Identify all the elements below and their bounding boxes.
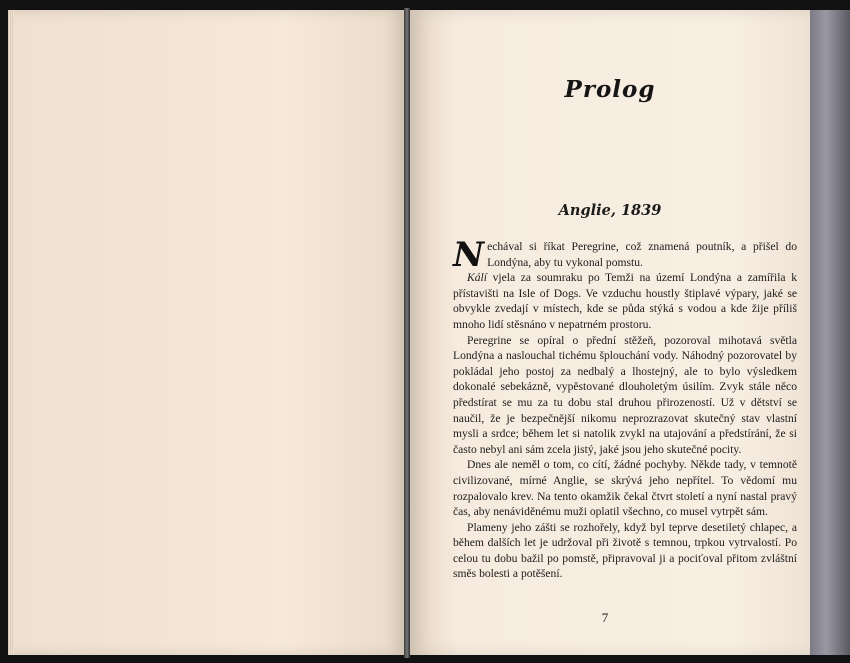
paragraph: Plameny jeho zášti se rozhořely, když byl teprve desetiletý chlapec, a během dalších let je udržoval při životě s temnou, trpkou vytrvalostí. Po celou tu dobu bažil po pomstě, připravoval ji a pociťoval přitom zvláštní směs bolesti a potěšení.	[453, 520, 797, 581]
drop-cap: N	[453, 235, 485, 275]
page-edge	[8, 10, 14, 655]
page-shadow	[810, 10, 850, 655]
page-number: 7	[601, 610, 609, 625]
paragraph	[453, 235, 797, 275]
place-date-heading: Anglie, 1839	[558, 202, 662, 219]
paragraph: Peregrine se opíral o přední stěžeň, pozoroval mihotavá světla Londýna a naslouchal tichému šplouchání vody. Náhodný pozorovatel by pokládal jeho postoj za nedbalý a lhostejný, ale to bylo výsledkem dokonalé sebekázně, vypěstované dlouholetým úsilím. Zvyk stále něco předstírat se mu za tu dobu stal druhou přirozeností. Už v dětství se naučil, že je bezpečnější nikomu neprozrazovat skutečný stav vlastní mysli a srdce; během let si natolik zvykl na utajování a předstírání, že si často nebyl ani sám zcela jistý, jaké jsou jeho skutečné pocity.	[453, 333, 797, 456]
paragraph	[453, 270, 797, 332]
paragraph: Dnes ale neměl o tom, co cítí, žádné pochyby. Někde tady, v temnotě civilizované, mírné Anglie, se skrývá jeho nepřítel. To vědomí mu rozpalovalo krev. Na tento okamžik čekal čtvrt století a nyní nastal pravý čas, aby nenáviděnému muži oplatil všechno, co musel vytrpět sám.	[453, 458, 797, 519]
chapter-body	[453, 235, 797, 582]
paragraph-text: vjela za soumraku po Temži na území Londýna a zamířila k přístavišti na Isle of Dogs. Ve vzduchu houstly štiplavé výpary, jaké se obvykle zvedají v místech, kde se půda stýká s vodou a kde žije příliš mnoho lidí stěsnáno v nepatrném prostoru.	[453, 271, 797, 331]
paragraph-text: echával si říkat Peregrine, což znamená poutník, a přišel do Londýna, aby tu vykonal pomstu.	[487, 240, 797, 269]
left-page	[8, 10, 404, 655]
ship-name: Kálí	[467, 271, 487, 285]
chapter-title: Prolog	[564, 76, 656, 103]
